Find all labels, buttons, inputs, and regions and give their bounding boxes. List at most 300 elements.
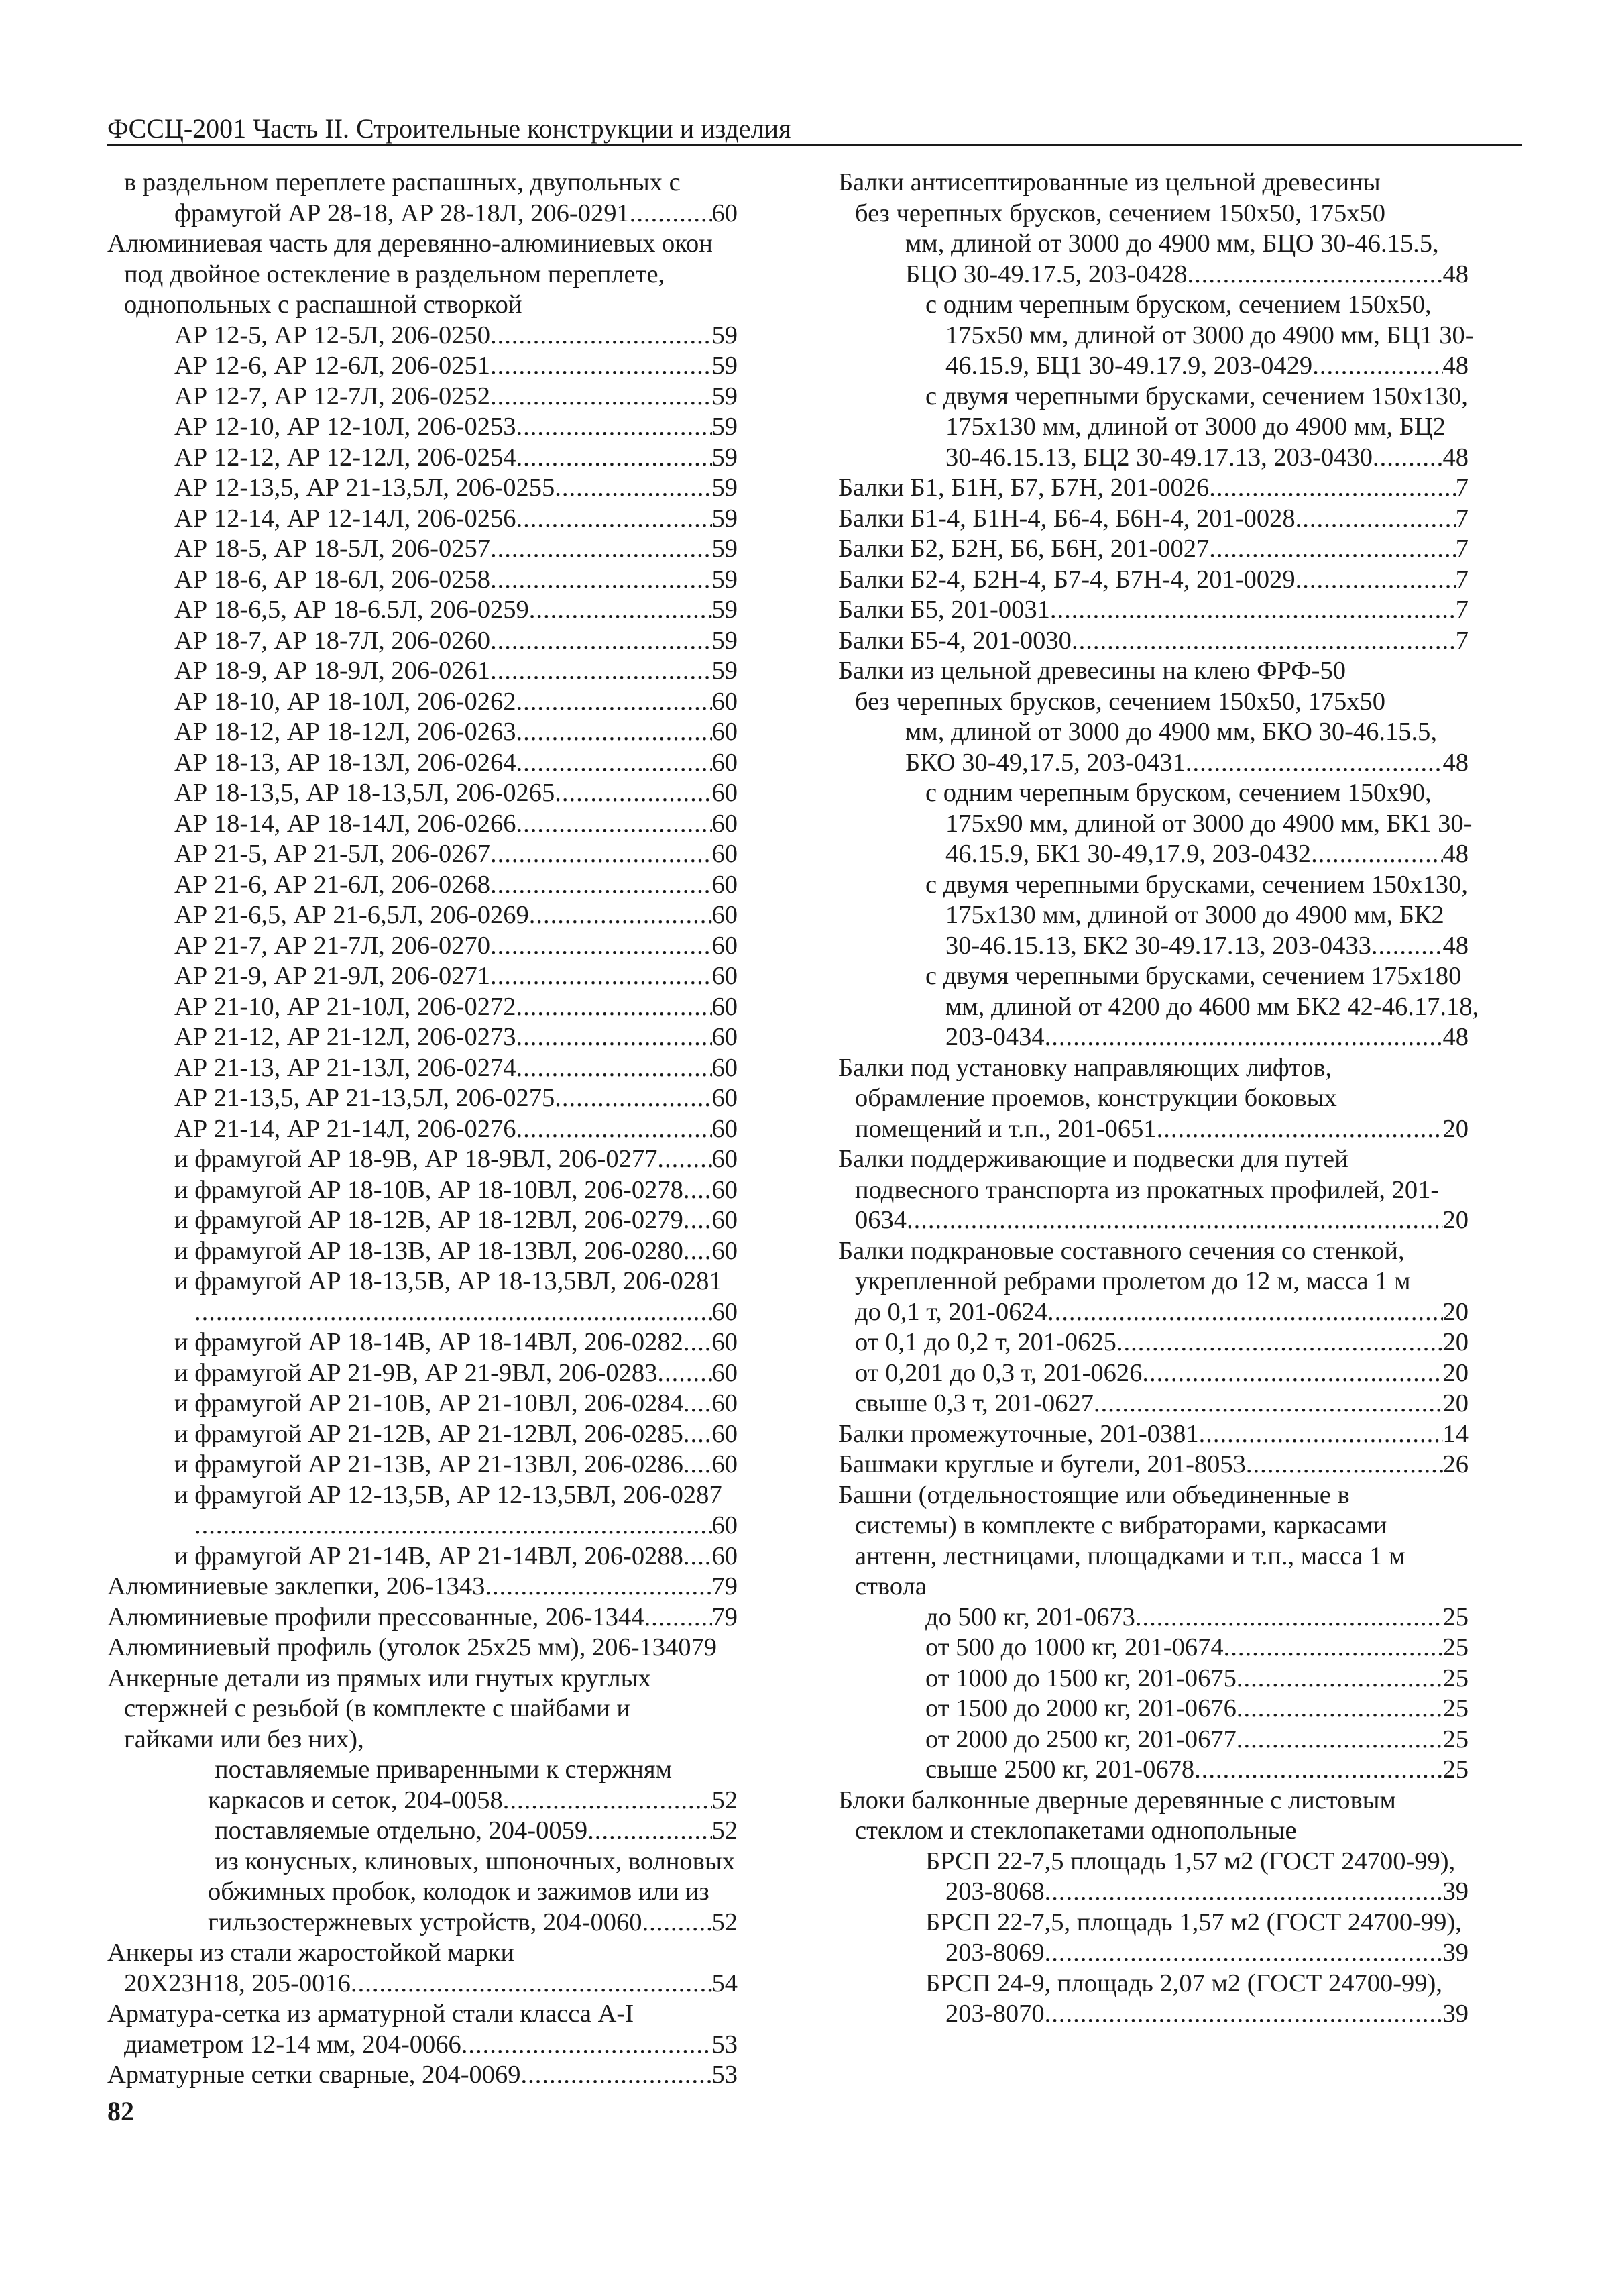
index-entry-text: гайками или без них), bbox=[124, 1725, 364, 1753]
index-entry-text: от 1000 до 1500 кг, 201-0675 bbox=[925, 1663, 1237, 1692]
dot-leader bbox=[461, 2030, 712, 2061]
dot-leader bbox=[555, 473, 711, 504]
index-entry-text: БЦО 30-49.17.5, 203-0428 bbox=[905, 260, 1188, 288]
dot-leader bbox=[587, 1816, 711, 1847]
dot-leader bbox=[516, 748, 712, 779]
dot-leader bbox=[490, 961, 711, 992]
index-page-ref: 48 bbox=[1442, 931, 1469, 960]
index-entry bbox=[838, 870, 1469, 901]
dot-leader bbox=[1296, 504, 1456, 535]
index-entry-text: 175х90 мм, длиной от 3000 до 4900 мм, БК1 30- bbox=[945, 809, 1473, 838]
dot-leader bbox=[1373, 443, 1443, 474]
index-entry-text: гильзостержневых устройств, 204-0060 bbox=[208, 1908, 642, 1936]
index-entry bbox=[107, 1755, 738, 1786]
index-entry-text: БКО 30-49,17.5, 203-0431 bbox=[905, 748, 1186, 777]
index-entry-text: Алюминиевый профиль (уголок 25х25 мм), 206-134079 bbox=[107, 1633, 717, 1661]
index-entry bbox=[107, 992, 738, 1023]
index-entry-text: АР 18-14, АР 18-14Л, 206-0266 bbox=[174, 809, 516, 838]
index-entry-text: АР 12-14, АР 12-14Л, 206-0256 bbox=[174, 504, 516, 533]
index-entry bbox=[838, 1999, 1469, 2030]
index-page-ref: 20 bbox=[1442, 1328, 1469, 1356]
index-entry bbox=[107, 1847, 738, 1877]
index-entry bbox=[838, 1877, 1469, 1908]
index-page-ref: 20 bbox=[1442, 1114, 1469, 1143]
index-entry bbox=[838, 1266, 1469, 1297]
index-page-ref: 60 bbox=[711, 870, 738, 899]
index-page-ref: 59 bbox=[711, 443, 738, 472]
index-entry bbox=[107, 473, 738, 504]
index-entry-text: АР 21-14, АР 21-14Л, 206-0276 bbox=[174, 1114, 516, 1143]
index-entry bbox=[107, 1633, 738, 1663]
index-entry bbox=[838, 1236, 1469, 1267]
index-entry-text: от 500 до 1000 кг, 201-0674 bbox=[925, 1633, 1224, 1661]
index-entry-text: 203-8070 bbox=[945, 2000, 1045, 2028]
index-entry bbox=[107, 687, 738, 718]
index-entry bbox=[107, 1266, 738, 1297]
index-entry bbox=[107, 839, 738, 870]
index-page-ref: 7 bbox=[1455, 504, 1469, 533]
index-entry-text: Анкерные детали из прямых или гнутых круглых bbox=[107, 1663, 651, 1692]
index-entry bbox=[838, 1450, 1469, 1480]
index-entry bbox=[107, 1786, 738, 1816]
index-page-ref: 48 bbox=[1442, 351, 1469, 380]
index-entry-text: однопольных с распашной створкой bbox=[124, 290, 522, 319]
dot-leader bbox=[630, 199, 712, 229]
index-entry-text: 203-0434 bbox=[945, 1023, 1045, 1051]
index-entry-text: свыше 2500 кг, 201-0678 bbox=[925, 1755, 1195, 1784]
dot-leader bbox=[194, 1511, 712, 1541]
dot-leader bbox=[907, 1205, 1443, 1236]
index-page-ref: 60 bbox=[711, 1541, 738, 1570]
dot-leader bbox=[516, 717, 712, 748]
index-entry-text: стеклом и стеклопакетами однопольные bbox=[855, 1816, 1297, 1845]
index-entry bbox=[107, 961, 738, 992]
index-entry-text: с двумя черепными брусками, сечением 150х130, bbox=[925, 870, 1468, 899]
index-page-ref: 59 bbox=[711, 626, 738, 655]
dot-leader bbox=[1199, 1419, 1443, 1450]
dot-leader bbox=[657, 1144, 711, 1175]
index-entry bbox=[107, 931, 738, 962]
index-entry bbox=[838, 1541, 1469, 1572]
index-entry bbox=[838, 626, 1469, 657]
index-entry bbox=[838, 1847, 1469, 1877]
dot-leader bbox=[1224, 1633, 1443, 1663]
index-page-ref: 59 bbox=[711, 382, 738, 411]
index-entry-text: и фрамугой АР 21-10В, АР 21-10ВЛ, 206-0284 bbox=[174, 1389, 683, 1417]
dot-leader bbox=[1209, 473, 1455, 504]
index-entry bbox=[107, 1327, 738, 1358]
index-entry-text: системы) в комплекте с вибраторами, каркасами bbox=[855, 1511, 1387, 1539]
index-entry-text: и фрамугой АР 21-13В, АР 21-13ВЛ, 206-0286 bbox=[174, 1450, 683, 1478]
index-entry-text: АР 18-10, АР 18-10Л, 206-0262 bbox=[174, 687, 516, 716]
index-entry bbox=[838, 1327, 1469, 1358]
index-entry bbox=[107, 1938, 738, 1969]
index-page-ref: 7 bbox=[1455, 596, 1469, 624]
index-page-ref: 60 bbox=[711, 1328, 738, 1356]
index-entry bbox=[838, 565, 1469, 596]
index-entry bbox=[838, 656, 1469, 687]
index-entry bbox=[838, 412, 1469, 443]
index-entry-text: АР 21-13, АР 21-13Л, 206-0274 bbox=[174, 1053, 516, 1082]
dot-leader bbox=[1371, 931, 1443, 962]
dot-leader bbox=[1296, 565, 1456, 596]
index-entry-text: и фрамугой АР 21-12В, АР 21-12ВЛ, 206-0285 bbox=[174, 1419, 683, 1448]
index-entry-text: Балки Б2, Б2Н, Б6, Б6Н, 201-0027 bbox=[838, 535, 1210, 563]
dot-leader bbox=[642, 1908, 711, 1938]
index-entry bbox=[838, 687, 1469, 718]
index-entry bbox=[107, 2030, 738, 2061]
dot-leader bbox=[490, 931, 711, 962]
index-entry bbox=[838, 1969, 1469, 2000]
index-entry bbox=[838, 1083, 1469, 1114]
index-entry-text: 0634 bbox=[855, 1206, 907, 1234]
index-entry-text: из конусных, клиновых, шпоночных, волновых bbox=[215, 1847, 735, 1875]
index-entry bbox=[838, 1480, 1469, 1511]
index-page-ref: 48 bbox=[1442, 443, 1469, 472]
index-entry bbox=[107, 870, 738, 901]
index-entry-text: и фрамугой АР 21-14В, АР 21-14ВЛ, 206-0288 bbox=[174, 1541, 683, 1570]
index-entry-text: 20Х23Н18, 205-0016 bbox=[124, 1969, 351, 1998]
dot-leader bbox=[490, 656, 711, 687]
index-entry bbox=[107, 1083, 738, 1114]
index-entry bbox=[107, 1908, 738, 1938]
index-page-ref: 7 bbox=[1455, 474, 1469, 502]
index-entry bbox=[107, 1725, 738, 1755]
index-entry-text: 46.15.9, БК1 30-49,17.9, 203-0432 bbox=[945, 840, 1312, 868]
index-page-ref: 7 bbox=[1455, 535, 1469, 563]
index-entry bbox=[838, 229, 1469, 260]
index-entry-text: и фрамугой АР 18-9В, АР 18-9ВЛ, 206-0277 bbox=[174, 1145, 658, 1173]
index-entry-text: АР 18-6, АР 18-6Л, 206-0258 bbox=[174, 565, 491, 594]
index-entry bbox=[838, 1908, 1469, 1938]
index-page-ref: 79 bbox=[711, 1602, 738, 1631]
index-page-ref: 25 bbox=[1442, 1755, 1469, 1784]
index-entry bbox=[838, 595, 1469, 626]
index-entry bbox=[107, 656, 738, 687]
index-entry bbox=[107, 1388, 738, 1419]
index-entry bbox=[838, 931, 1469, 962]
index-entry bbox=[838, 534, 1469, 565]
dot-leader bbox=[490, 351, 711, 382]
index-entry bbox=[838, 1388, 1469, 1419]
index-entry bbox=[107, 1450, 738, 1480]
index-entry bbox=[107, 290, 738, 321]
dot-leader bbox=[1237, 1663, 1443, 1694]
index-entry bbox=[838, 1572, 1469, 1602]
dot-leader bbox=[516, 1022, 712, 1053]
dot-leader bbox=[1094, 1388, 1443, 1419]
index-entry-text: АР 18-13,5, АР 18-13,5Л, 206-0265 bbox=[174, 779, 555, 807]
index-page-ref: 60 bbox=[711, 1145, 738, 1173]
dot-leader bbox=[683, 1388, 712, 1419]
index-page-ref: 25 bbox=[1442, 1725, 1469, 1753]
index-entry bbox=[107, 168, 738, 199]
dot-leader bbox=[490, 321, 711, 351]
index-page-ref: 53 bbox=[711, 2030, 738, 2059]
dot-leader bbox=[683, 1236, 712, 1267]
dot-leader bbox=[516, 504, 712, 535]
index-entry-text: АР 12-10, АР 12-10Л, 206-0253 bbox=[174, 413, 516, 441]
dot-leader bbox=[529, 595, 712, 626]
dot-leader bbox=[1186, 748, 1443, 779]
dot-leader bbox=[521, 2060, 712, 2091]
index-entry bbox=[838, 473, 1469, 504]
index-entry-text: с двумя черепными брусками, сечением 150х130, bbox=[925, 382, 1468, 411]
dot-leader bbox=[516, 443, 712, 474]
index-entry-text: АР 18-12, АР 18-12Л, 206-0263 bbox=[174, 718, 516, 746]
index-entry bbox=[107, 1297, 738, 1328]
dot-leader bbox=[1142, 1358, 1442, 1389]
index-entry-text: Блоки балконные дверные деревянные с листовым bbox=[838, 1786, 1396, 1814]
index-entry bbox=[107, 626, 738, 657]
index-entry-text: 203-8069 bbox=[945, 1938, 1045, 1967]
index-entry bbox=[838, 1938, 1469, 1969]
index-column-left bbox=[107, 168, 738, 2091]
index-entry-text: АР 21-10, АР 21-10Л, 206-0272 bbox=[174, 992, 516, 1021]
index-page-ref: 25 bbox=[1442, 1602, 1469, 1631]
dot-leader bbox=[516, 1114, 712, 1145]
index-entry bbox=[838, 717, 1469, 748]
index-page-ref: 39 bbox=[1442, 2000, 1469, 2028]
index-entry-text: каркасов и сеток, 204-0058 bbox=[208, 1786, 503, 1814]
dot-leader bbox=[1047, 1297, 1443, 1328]
index-page-ref: 59 bbox=[711, 504, 738, 533]
dot-leader bbox=[1194, 1755, 1442, 1786]
dot-leader bbox=[683, 1419, 712, 1450]
index-page-ref: 60 bbox=[711, 901, 738, 929]
running-header: ФССЦ-2001 Часть II. Строительные конструкции и изделия bbox=[107, 113, 791, 144]
index-page-ref: 60 bbox=[711, 1297, 738, 1326]
index-entry bbox=[838, 1358, 1469, 1389]
index-entry-text: АР 18-5, АР 18-5Л, 206-0257 bbox=[174, 535, 491, 563]
dot-leader bbox=[516, 992, 712, 1023]
index-entry-text: в раздельном переплете распашных, двупольных с bbox=[124, 168, 681, 197]
index-entry bbox=[838, 168, 1469, 199]
index-page-ref: 60 bbox=[711, 748, 738, 777]
index-page-ref: 48 bbox=[1442, 260, 1469, 288]
index-page-ref: 59 bbox=[711, 351, 738, 380]
index-entry bbox=[107, 1511, 738, 1541]
index-entry-text: АР 12-13,5, АР 21-13,5Л, 206-0255 bbox=[174, 474, 555, 502]
dot-leader bbox=[1246, 1450, 1443, 1480]
index-entry bbox=[107, 1480, 738, 1511]
dot-leader bbox=[683, 1327, 712, 1358]
index-entry bbox=[107, 1144, 738, 1175]
index-page-ref: 60 bbox=[711, 1450, 738, 1478]
index-page-ref: 59 bbox=[711, 596, 738, 624]
index-entry-text: Балки Б2-4, Б2Н-4, Б7-4, Б7Н-4, 201-0029 bbox=[838, 565, 1296, 594]
index-page-ref: 59 bbox=[711, 474, 738, 502]
index-page-ref: 20 bbox=[1442, 1206, 1469, 1234]
index-entry-text: Арматура-сетка из арматурной стали класса А-I bbox=[107, 2000, 634, 2028]
dot-leader bbox=[1116, 1327, 1443, 1358]
index-entry-text: подвесного транспорта из прокатных профилей, 201- bbox=[855, 1175, 1440, 1204]
index-entry-text: АР 18-9, АР 18-9Л, 206-0261 bbox=[174, 657, 491, 685]
index-entry-text: от 2000 до 2500 кг, 201-0677 bbox=[925, 1725, 1237, 1753]
index-entry bbox=[838, 1419, 1469, 1450]
dot-leader bbox=[1237, 1694, 1443, 1725]
index-entry bbox=[107, 443, 738, 474]
index-entry-text: Балки подкрановые составного сечения со стенкой, bbox=[838, 1236, 1405, 1265]
index-entry-text: АР 18-6,5, АР 18-6.5Л, 206-0259 bbox=[174, 596, 529, 624]
index-page-ref: 60 bbox=[711, 840, 738, 868]
index-entry-text: стержней с резьбой (в комплекте с шайбами и bbox=[124, 1694, 630, 1723]
index-entry-text: Башни (отдельностоящие или объединенные в bbox=[838, 1480, 1350, 1509]
dot-leader bbox=[657, 1358, 711, 1389]
index-page-ref: 59 bbox=[711, 657, 738, 685]
index-entry bbox=[838, 1602, 1469, 1633]
dot-leader bbox=[516, 809, 712, 840]
index-entry bbox=[107, 1877, 738, 1908]
index-entry-text: Балки антисептированные из цельной древесины bbox=[838, 168, 1381, 197]
index-entry-text: Балки под установку направляющих лифтов, bbox=[838, 1053, 1332, 1082]
index-entry-text: АР 12-5, АР 12-5Л, 206-0250 bbox=[174, 321, 491, 349]
index-entry-text: свыше 0,3 т, 201-0627 bbox=[855, 1389, 1094, 1417]
index-entry-text: поставляемые приваренными к стержням bbox=[215, 1755, 672, 1784]
index-entry bbox=[838, 1175, 1469, 1206]
index-entry-text: АР 12-12, АР 12-12Л, 206-0254 bbox=[174, 443, 516, 472]
index-entry bbox=[107, 1816, 738, 1847]
index-entry-text: 30-46.15.13, БК2 30-49.17.13, 203-0433 bbox=[945, 931, 1371, 960]
index-entry-text: с двумя черепными брусками, сечением 175х180 bbox=[925, 962, 1462, 990]
index-entry-text: ствола bbox=[855, 1572, 927, 1600]
index-entry-text: до 0,1 т, 201-0624 bbox=[855, 1297, 1047, 1326]
index-entry-text: АР 21-12, АР 21-12Л, 206-0273 bbox=[174, 1023, 516, 1051]
index-entry-text: мм, длиной от 4200 до 4600 мм БК2 42-46.17.18, bbox=[945, 992, 1479, 1021]
index-page-ref: 60 bbox=[711, 199, 738, 227]
dot-leader bbox=[1050, 595, 1456, 626]
dot-leader bbox=[644, 1602, 711, 1633]
index-entry bbox=[107, 2060, 738, 2091]
index-entry bbox=[107, 565, 738, 596]
dot-leader bbox=[490, 839, 711, 870]
dot-leader bbox=[1045, 1022, 1443, 1053]
index-entry-text: Балки поддерживающие и подвески для путей bbox=[838, 1145, 1348, 1173]
dot-leader bbox=[490, 870, 711, 901]
dot-leader bbox=[516, 1053, 712, 1084]
dot-leader bbox=[1045, 1938, 1443, 1969]
index-entry bbox=[838, 1786, 1469, 1816]
dot-leader bbox=[1312, 351, 1442, 382]
dot-leader bbox=[555, 778, 711, 809]
index-entry-text: мм, длиной от 3000 до 4900 мм, БЦО 30-46.15.5, bbox=[905, 229, 1439, 258]
dot-leader bbox=[351, 1969, 712, 2000]
index-entry bbox=[107, 1663, 738, 1694]
index-entry bbox=[107, 809, 738, 840]
index-entry bbox=[838, 1725, 1469, 1755]
index-entry bbox=[838, 1663, 1469, 1694]
index-entry-text: АР 21-6, АР 21-6Л, 206-0268 bbox=[174, 870, 491, 899]
index-entry-text: АР 21-6,5, АР 21-6,5Л, 206-0269 bbox=[174, 901, 529, 929]
index-entry bbox=[838, 809, 1473, 840]
index-entry-text: БРСП 22-7,5, площадь 1,57 м2 (ГОСТ 24700-99), bbox=[925, 1908, 1462, 1936]
index-entry-text: АР 18-7, АР 18-7Л, 206-0260 bbox=[174, 626, 491, 655]
index-entry bbox=[107, 1236, 738, 1267]
index-entry-text: Балки Б5, 201-0031 bbox=[838, 596, 1050, 624]
index-entry bbox=[838, 1144, 1469, 1175]
index-entry-text: Башмаки круглые и бугели, 201-8053 bbox=[838, 1450, 1246, 1478]
dot-leader bbox=[683, 1541, 712, 1572]
index-entry bbox=[838, 900, 1469, 931]
index-entry-text: БРСП 22-7,5 площадь 1,57 м2 (ГОСТ 24700-99), bbox=[925, 1847, 1456, 1875]
index-entry-text: Балки Б1, Б1Н, Б7, Б7Н, 201-0026 bbox=[838, 474, 1210, 502]
index-entry-text: АР 12-7, АР 12-7Л, 206-0252 bbox=[174, 382, 491, 411]
index-page-ref: 52 bbox=[711, 1816, 738, 1845]
index-page-ref: 60 bbox=[711, 1053, 738, 1082]
index-entry bbox=[838, 1816, 1469, 1847]
index-entry-text: 175х50 мм, длиной от 3000 до 4900 мм, БЦ1 30- bbox=[945, 321, 1474, 349]
index-page-ref: 39 bbox=[1442, 1877, 1469, 1906]
index-page-ref: 60 bbox=[711, 1206, 738, 1234]
index-entry bbox=[838, 1633, 1469, 1663]
index-entry bbox=[107, 412, 738, 443]
index-entry bbox=[107, 199, 738, 229]
index-entry-text: АР 21-7, АР 21-7Л, 206-0270 bbox=[174, 931, 491, 960]
index-page-ref: 60 bbox=[711, 1114, 738, 1143]
index-entry bbox=[107, 534, 738, 565]
index-entry-text: с одним черепным бруском, сечением 150х90, bbox=[925, 779, 1432, 807]
index-entry bbox=[838, 1205, 1469, 1236]
index-entry bbox=[838, 504, 1469, 535]
dot-leader bbox=[516, 687, 712, 718]
index-entry bbox=[838, 382, 1469, 413]
index-entry-text: Балки промежуточные, 201-0381 bbox=[838, 1419, 1199, 1448]
index-entry bbox=[838, 1755, 1469, 1786]
index-page-ref: 60 bbox=[711, 687, 738, 716]
index-page-ref: 60 bbox=[711, 1389, 738, 1417]
index-entry-text: укрепленной ребрами пролетом до 12 м, масса 1 м bbox=[855, 1267, 1411, 1295]
index-page-ref: 48 bbox=[1442, 840, 1469, 868]
dot-leader bbox=[1187, 260, 1442, 290]
index-entry bbox=[107, 1999, 738, 2030]
index-entry-text: поставляемые отдельно, 204-0059 bbox=[215, 1816, 588, 1845]
index-entry bbox=[107, 321, 738, 351]
index-entry bbox=[838, 839, 1469, 870]
index-page-ref: 60 bbox=[711, 1175, 738, 1204]
index-entry-text: от 0,1 до 0,2 т, 201-0625 bbox=[855, 1328, 1116, 1356]
index-entry bbox=[107, 900, 738, 931]
index-entry-text: без черепных брусков, сечением 150х50, 175х50 bbox=[855, 199, 1385, 227]
index-page-ref: 59 bbox=[711, 535, 738, 563]
dot-leader bbox=[490, 626, 711, 657]
index-entry-text: АР 12-6, АР 12-6Л, 206-0251 bbox=[174, 351, 491, 380]
index-entry-text: помещений и т.п., 201-0651 bbox=[855, 1114, 1157, 1143]
dot-leader bbox=[555, 1083, 711, 1114]
index-entry-text: АР 18-13, АР 18-13Л, 206-0264 bbox=[174, 748, 516, 777]
index-entry-text: БРСП 24-9, площадь 2,07 м2 (ГОСТ 24700-99), bbox=[925, 1969, 1442, 1998]
index-page-ref: 20 bbox=[1442, 1358, 1469, 1387]
index-page-ref: 7 bbox=[1455, 626, 1469, 655]
index-entry bbox=[838, 748, 1469, 779]
dot-leader bbox=[683, 1450, 712, 1480]
index-entry-text: и фрамугой АР 21-9В, АР 21-9ВЛ, 206-0283 bbox=[174, 1358, 658, 1387]
index-page-ref: 60 bbox=[711, 962, 738, 990]
index-entry bbox=[107, 1969, 738, 2000]
index-page-ref: 59 bbox=[711, 565, 738, 594]
index-entry-text: мм, длиной от 3000 до 4900 мм, БКО 30-46.15.5, bbox=[905, 718, 1438, 746]
index-page-ref: 60 bbox=[711, 1236, 738, 1265]
index-page-ref: 79 bbox=[711, 1572, 738, 1600]
index-entry-text: фрамугой АР 28-18, АР 28-18Л, 206-0291 bbox=[174, 199, 630, 227]
index-page-ref: 14 bbox=[1442, 1419, 1469, 1448]
index-page-ref: 59 bbox=[711, 413, 738, 441]
index-entry-text: 175х130 мм, длиной от 3000 до 4900 мм, БЦ2 bbox=[945, 413, 1446, 441]
index-entry-text: антенн, лестницами, площадками и т.п., масса 1 м bbox=[855, 1541, 1405, 1570]
index-entry bbox=[107, 1175, 738, 1206]
index-entry bbox=[107, 1053, 738, 1084]
index-entry-text: от 0,201 до 0,3 т, 201-0626 bbox=[855, 1358, 1143, 1387]
index-page-ref: 54 bbox=[711, 1969, 738, 1998]
